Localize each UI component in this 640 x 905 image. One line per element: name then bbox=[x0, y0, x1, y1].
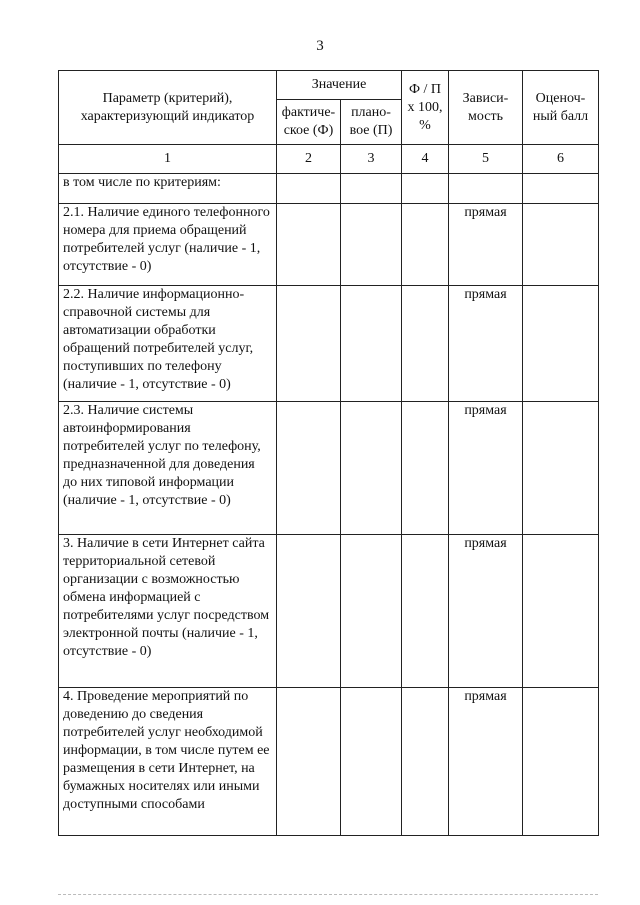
column-number: 6 bbox=[523, 145, 599, 174]
score-cell bbox=[523, 688, 599, 836]
table-row bbox=[59, 204, 599, 286]
dependency-cell: прямая bbox=[449, 204, 523, 286]
column-number: 1 bbox=[59, 145, 277, 174]
planned-cell bbox=[341, 286, 402, 402]
score-cell bbox=[523, 204, 599, 286]
score-cell bbox=[523, 402, 599, 535]
planned-cell bbox=[341, 204, 402, 286]
score-cell bbox=[523, 174, 599, 204]
ratio-cell bbox=[402, 204, 449, 286]
actual-cell bbox=[277, 204, 341, 286]
criteria-table bbox=[58, 70, 599, 836]
header-score: Оценоч-ный балл bbox=[523, 71, 599, 145]
header-planned: плано-вое (П) bbox=[341, 100, 402, 145]
table-row bbox=[59, 402, 599, 535]
criterion-text: в том числе по критериям: bbox=[59, 174, 277, 204]
ratio-cell bbox=[402, 688, 449, 836]
page-bottom-rule bbox=[58, 894, 598, 895]
planned-cell bbox=[341, 402, 402, 535]
table-row bbox=[59, 688, 599, 836]
planned-cell bbox=[341, 174, 402, 204]
column-number: 4 bbox=[402, 145, 449, 174]
actual-cell bbox=[277, 402, 341, 535]
actual-cell bbox=[277, 535, 341, 688]
actual-cell bbox=[277, 286, 341, 402]
table-row bbox=[59, 286, 599, 402]
ratio-cell bbox=[402, 535, 449, 688]
header-ratio: Ф / П х 100, % bbox=[402, 71, 449, 145]
table-row bbox=[59, 535, 599, 688]
actual-cell bbox=[277, 174, 341, 204]
criterion-text: 2.3. Наличие системы автоинформирования потребителей услуг по телефону, предназначенной для доведения до них типовой информации (наличие - 1, отсутствие - 0) bbox=[59, 402, 277, 535]
dependency-cell: прямая bbox=[449, 535, 523, 688]
score-cell bbox=[523, 535, 599, 688]
header-value-group: Значение bbox=[277, 71, 402, 100]
criterion-text: 2.1. Наличие единого телефонного номера для приема обращений потребителей услуг (наличие - 1, отсутствие - 0) bbox=[59, 204, 277, 286]
dependency-cell: прямая bbox=[449, 286, 523, 402]
dependency-cell: прямая bbox=[449, 402, 523, 535]
dependency-cell bbox=[449, 174, 523, 204]
criterion-text: 3. Наличие в сети Интернет сайта территориальной сетевой организации с возможностью обмена информацией с потребителями услуг посредством электронной почты (наличие - 1, отсутствие - 0) bbox=[59, 535, 277, 688]
page-number: 3 bbox=[316, 38, 324, 54]
criterion-text: 2.2. Наличие информационно-справочной системы для автоматизации обработки обращений потребителей услуг, поступивших по телефону (наличие - 1, отсутствие - 0) bbox=[59, 286, 277, 402]
header-actual: фактиче-ское (Ф) bbox=[277, 100, 341, 145]
criterion-text: 4. Проведение мероприятий по доведению до сведения потребителей услуг необходимой информации, в том числе путем ее размещения в сети Интернет, на бумажных носителях или иными доступными способами bbox=[59, 688, 277, 836]
score-cell bbox=[523, 286, 599, 402]
planned-cell bbox=[341, 688, 402, 836]
ratio-cell bbox=[402, 174, 449, 204]
ratio-cell bbox=[402, 286, 449, 402]
column-number: 2 bbox=[277, 145, 341, 174]
dependency-cell: прямая bbox=[449, 688, 523, 836]
table-row bbox=[59, 174, 599, 204]
table-header-row bbox=[59, 71, 599, 100]
header-dependency: Зависи-мость bbox=[449, 71, 523, 145]
column-number-row bbox=[59, 145, 599, 174]
column-number: 3 bbox=[341, 145, 402, 174]
column-number: 5 bbox=[449, 145, 523, 174]
planned-cell bbox=[341, 535, 402, 688]
actual-cell bbox=[277, 688, 341, 836]
ratio-cell bbox=[402, 402, 449, 535]
header-param: Параметр (критерий), характеризующий индикатор bbox=[59, 71, 277, 145]
